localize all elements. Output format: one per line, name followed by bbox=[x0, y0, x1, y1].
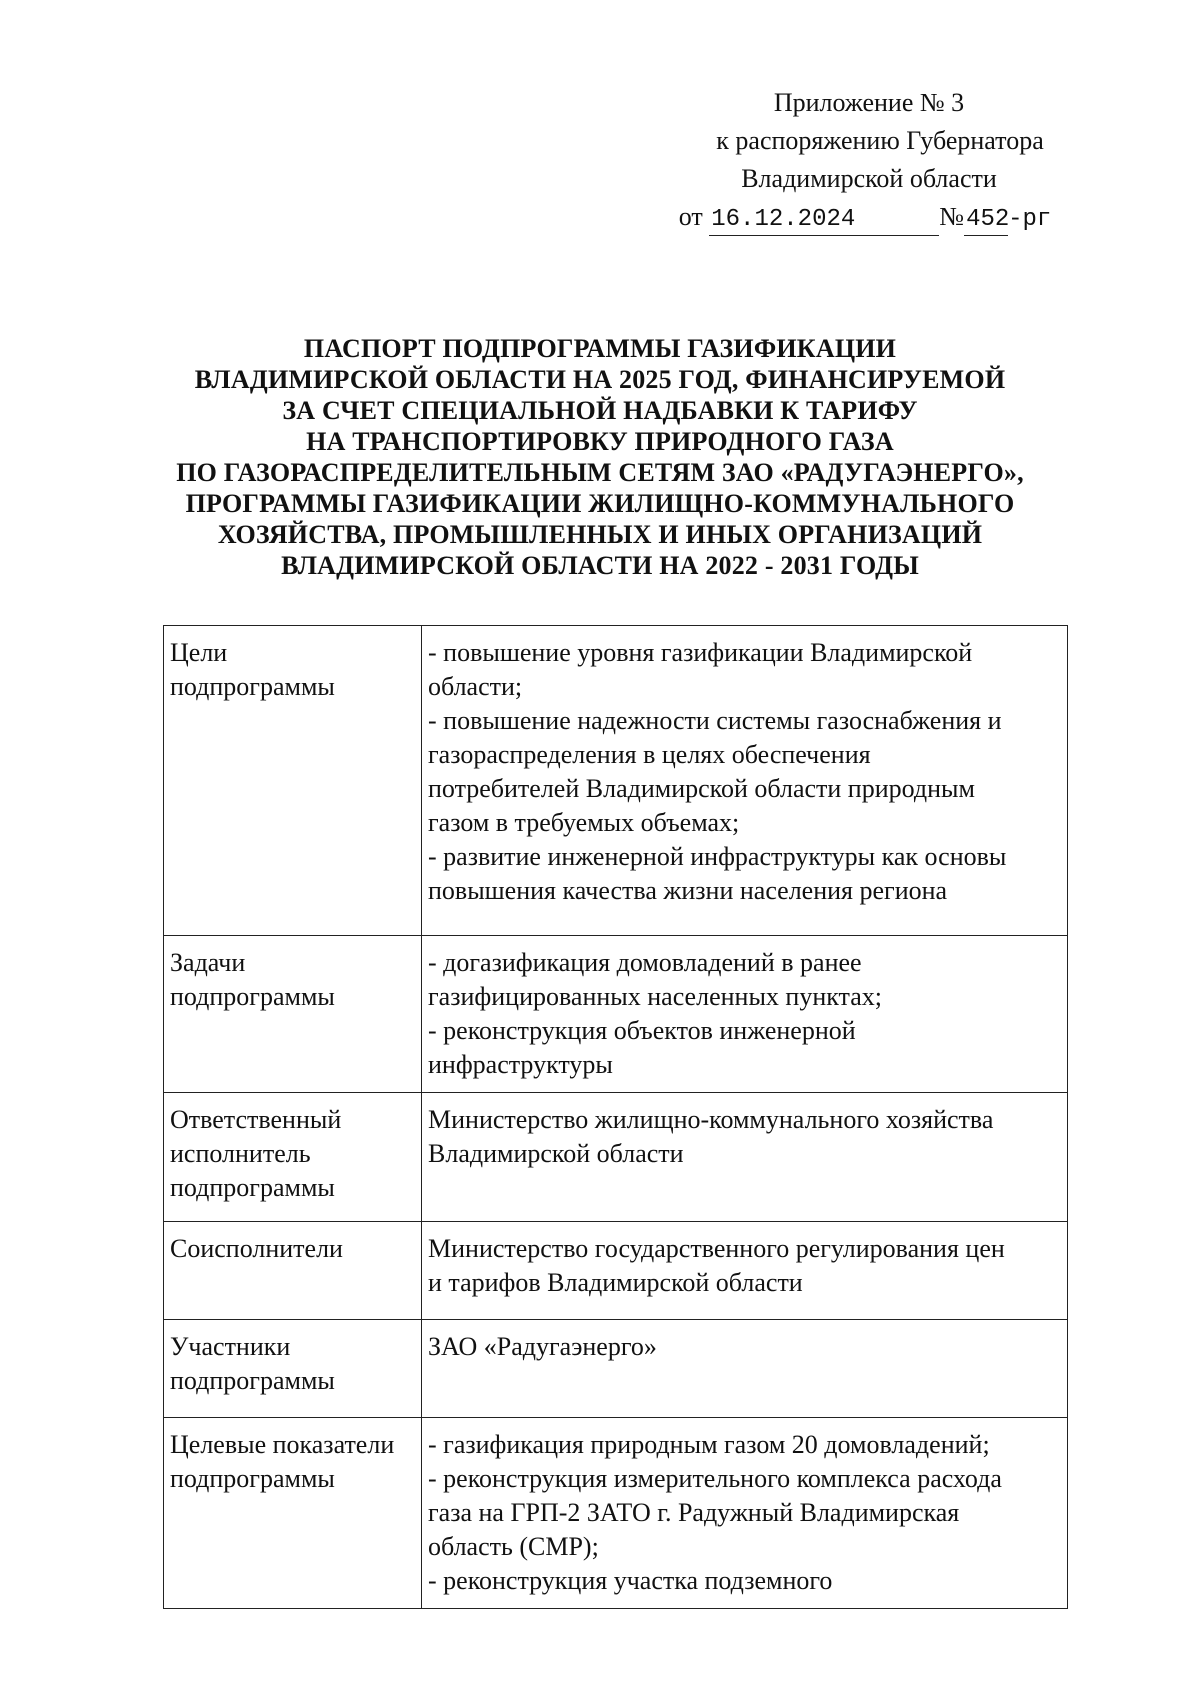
appendix-region: Владимирской области bbox=[741, 164, 997, 193]
from-label: от bbox=[678, 202, 703, 231]
table-row-tasks bbox=[164, 936, 1068, 1093]
table-row-responsible bbox=[164, 1093, 1068, 1222]
title-line: ПАСПОРТ ПОДПРОГРАММЫ ГАЗИФИКАЦИИ bbox=[303, 334, 897, 363]
document-title bbox=[150, 333, 1050, 581]
order-number: 452 bbox=[964, 205, 1008, 236]
appendix-header bbox=[640, 84, 1080, 239]
title-line: ЗА СЧЕТ СПЕЦИАЛЬНОЙ НАДБАВКИ К ТАРИФУ bbox=[282, 396, 918, 425]
appendix-number: Приложение № 3 bbox=[773, 88, 965, 117]
table-row-goals bbox=[164, 626, 1068, 936]
row-label: Ответственный исполнитель подпрограммы bbox=[164, 1093, 422, 1222]
row-value: - газификация природным газом 20 домовладений; - реконструкция измерительного комплекса расхода газа на ГРП-2 ЗАТО г. Радужный Владимирская область (СМР); - реконструкция участка подземного bbox=[422, 1418, 1068, 1609]
order-date: 16.12.2024 bbox=[709, 205, 939, 236]
appendix-order-ref: к распоряжению Губернатора bbox=[716, 126, 1044, 155]
title-line: НА ТРАНСПОРТИРОВКУ ПРИРОДНОГО ГАЗА bbox=[306, 427, 894, 456]
row-value: ЗАО «Радугаэнерго» bbox=[422, 1320, 1068, 1418]
table-row-participants bbox=[164, 1320, 1068, 1418]
row-label: Соисполнители bbox=[164, 1222, 422, 1320]
passport-table bbox=[163, 625, 1068, 1609]
row-value: Министерство государственного регулирования цен и тарифов Владимирской области bbox=[422, 1222, 1068, 1320]
title-line: ПО ГАЗОРАСПРЕДЕЛИТЕЛЬНЫМ СЕТЯМ ЗАО «РАДУГАЭНЕРГО», bbox=[176, 458, 1024, 487]
title-line: ВЛАДИМИРСКОЙ ОБЛАСТИ НА 2025 ГОД, ФИНАНСИРУЕМОЙ bbox=[194, 365, 1006, 394]
order-suffix: -рг bbox=[1008, 206, 1052, 233]
row-label: Цели подпрограммы bbox=[164, 626, 422, 936]
table-row-coexecutors bbox=[164, 1222, 1068, 1320]
table-row-targets bbox=[164, 1418, 1068, 1609]
row-value: Министерство жилищно-коммунального хозяйства Владимирской области bbox=[422, 1093, 1068, 1222]
title-line: ПРОГРАММЫ ГАЗИФИКАЦИИ ЖИЛИЩНО-КОММУНАЛЬНОГО bbox=[185, 489, 1015, 518]
appendix-date-line bbox=[650, 198, 1080, 239]
title-line: ХОЗЯЙСТВА, ПРОМЫШЛЕННЫХ И ИНЫХ ОРГАНИЗАЦИЙ bbox=[217, 520, 983, 549]
row-label: Задачи подпрограммы bbox=[164, 936, 422, 1093]
row-value: - догазификация домовладений в ранее газифицированных населенных пунктах; - реконструкция объектов инженерной инфраструктуры bbox=[422, 936, 1068, 1093]
title-line: ВЛАДИМИРСКОЙ ОБЛАСТИ НА 2022 - 2031 ГОДЫ bbox=[281, 551, 919, 580]
number-label: № bbox=[939, 202, 965, 231]
row-label: Участники подпрограммы bbox=[164, 1320, 422, 1418]
row-value: - повышение уровня газификации Владимирской области; - повышение надежности системы газоснабжения и газораспределения в целях обеспечения потребителей Владимирской области природным газом в требуемых объемах; - развитие инженерной инфраструктуры как основы повышения качества жизни населения региона bbox=[422, 626, 1068, 936]
row-label: Целевые показатели подпрограммы bbox=[164, 1418, 422, 1609]
